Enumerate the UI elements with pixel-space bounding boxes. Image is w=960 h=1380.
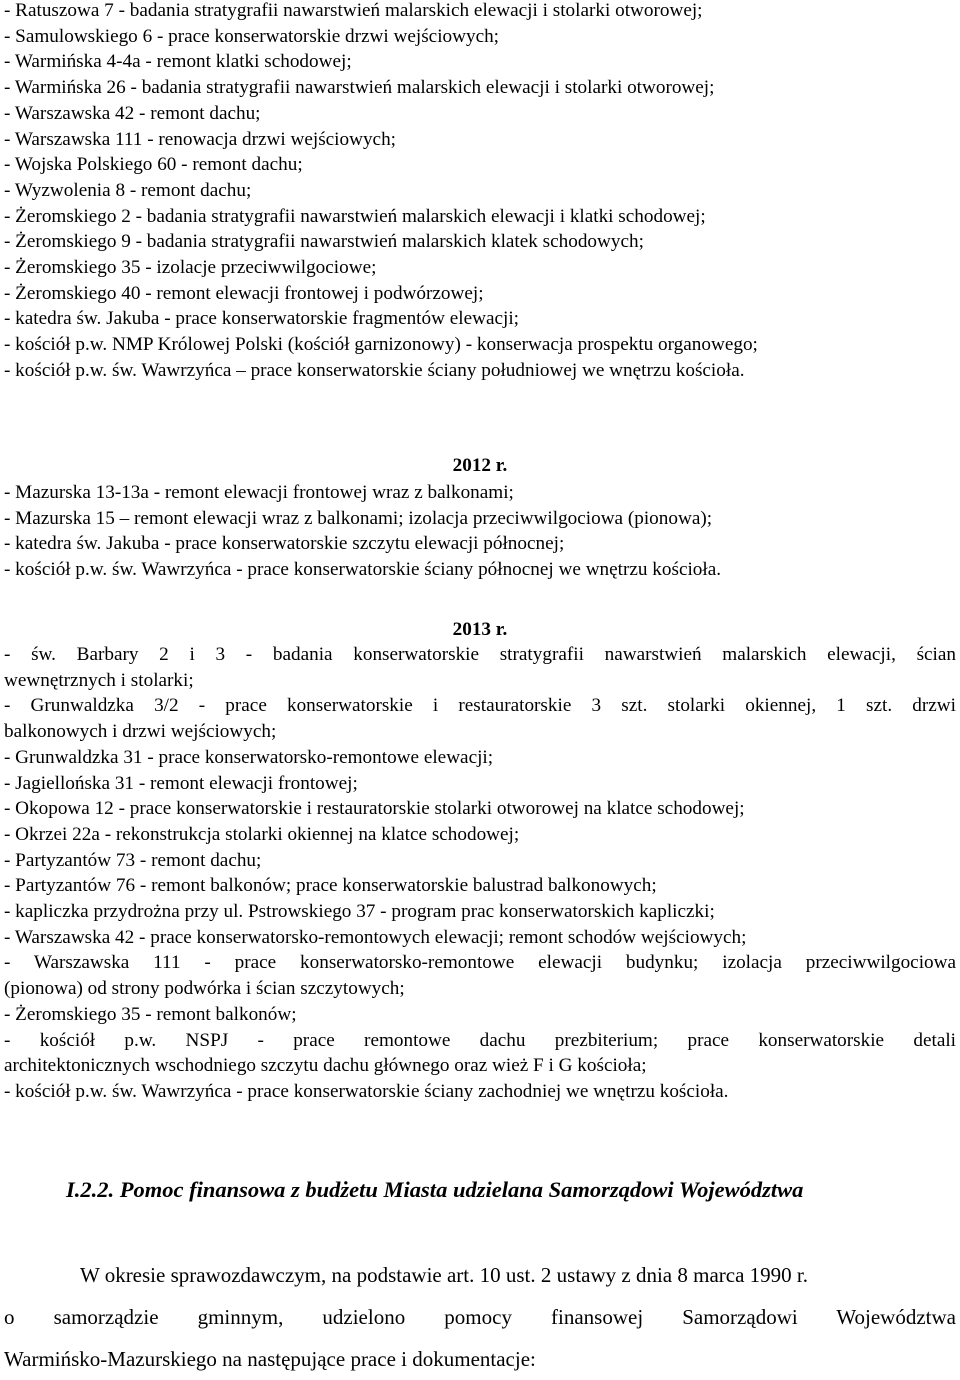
list-item: - kościół p.w. NSPJ - prace remontowe dachu prezbiterium; prace konserwatorskie detali (4, 1029, 956, 1051)
list-item: - Warszawska 42 - remont dachu; (4, 102, 261, 124)
list-2012 (4, 480, 956, 583)
paragraph-line: W okresie sprawozdawczym, na podstawie art. 10 ust. 2 ustawy z dnia 8 marca 1990 r. (80, 1263, 808, 1287)
list-item-continuation: architektonicznych wschodniego szczytu dachu głównego oraz wież F i G kościoła; (4, 1055, 647, 1077)
list-item: - katedra św. Jakuba - prace konserwatorskie fragmentów elewacji; (4, 308, 519, 330)
list-item: - kościół p.w. św. Wawrzyńca - prace konserwatorskie ściany zachodniej we wnętrzu kościoła. (4, 1080, 729, 1102)
list-item: - Partyzantów 76 - remont balkonów; prace konserwatorskie balustrad balkonowych; (4, 875, 657, 897)
list-item: - Żeromskiego 35 - remont balkonów; (4, 1003, 297, 1025)
list-item: - Żeromskiego 2 - badania stratygrafii nawarstwień malarskich elewacji i klatki schodowej; (4, 205, 706, 227)
year-heading-2013: 2013 r. (452, 619, 508, 640)
list-item: - Warszawska 111 - prace konserwatorsko-remontowe elewacji budynku; izolacja przeciwwilgociowa (4, 952, 956, 974)
list-item: - Warszawska 42 - prace konserwatorsko-remontowych elewacji; remont schodów wejściowych; (4, 926, 747, 948)
list-item: - kapliczka przydrożna przy ul. Pstrowskiego 37 - program prac konserwatorskich kapliczki; (4, 901, 715, 923)
section-heading: I.2.2. Pomoc finansowa z budżetu Miasta udzielana Samorządowi Województwa (66, 1177, 804, 1202)
list-item: - Samulowskiego 6 - prace konserwatorskie drzwi wejściowych; (4, 25, 500, 47)
list-item: - Mazurska 13-13a - remont elewacji frontowej wraz z balkonami; (4, 482, 514, 503)
list-item: - Mazurska 15 – remont elewacji wraz z balkonami; izolacja przeciwwilgociowa (pionowa); (4, 507, 713, 529)
list-top (4, 0, 956, 384)
year-heading-2012: 2012 r. (452, 455, 508, 476)
list-item: - Partyzantów 73 - remont dachu; (4, 849, 262, 871)
list-item: - Wyzwolenia 8 - remont dachu; (4, 179, 252, 201)
section-paragraph (4, 1254, 956, 1380)
list-item: - Wojska Polskiego 60 - remont dachu; (4, 154, 303, 176)
list-item: - Grunwaldzka 3/2 - prace konserwatorskie i restauratorskie 3 szt. stolarki okiennej, 1 szt. drzwi (4, 695, 956, 717)
list-item: - kościół p.w. NMP Królowej Polski (kościół garnizonowy) - konserwacja prospektu organowego; (4, 334, 758, 356)
paragraph-line: Warmińsko-Mazurskiego na następujące prace i dokumentacje: (4, 1347, 536, 1371)
list-item: - Okopowa 12 - prace konserwatorskie i restauratorskie stolarki otworowej na klatce schodowej; (4, 798, 745, 820)
list-item-continuation: wewnętrznych i stolarki; (4, 669, 194, 691)
list-item: - Żeromskiego 35 - izolacje przeciwwilgociowe; (4, 257, 377, 279)
list-item: - Okrzei 22a - rekonstrukcja stolarki okiennej na klatce schodowej; (4, 823, 520, 845)
list-item: - Grunwaldzka 31 - prace konserwatorsko-remontowe elewacji; (4, 746, 494, 768)
list-item: - katedra św. Jakuba - prace konserwatorskie szczytu elewacji północnej; (4, 533, 565, 555)
list-item: - św. Barbary 2 i 3 - badania konserwatorskie stratygrafii nawarstwień malarskich elewacji, ścian (4, 644, 956, 665)
list-item: - Żeromskiego 9 - badania stratygrafii nawarstwień malarskich klatek schodowych; (4, 231, 644, 253)
paragraph-line: o samorządzie gminnym, udzielono pomocy finansowej Samorządowi Województwa (4, 1305, 956, 1329)
list-item: - Warmińska 4-4a - remont klatki schodowej; (4, 51, 352, 73)
list-item: - Warszawska 111 - renowacja drzwi wejściowych; (4, 128, 397, 150)
list-item: - kościół p.w. św. Wawrzyńca – prace konserwatorskie ściany południowej we wnętrzu kościoła. (4, 359, 745, 381)
list-item: - Warmińska 26 - badania stratygrafii nawarstwień malarskich elewacji i stolarki otworowej; (4, 77, 715, 99)
list-item: - Żeromskiego 40 - remont elewacji frontowej i podwórzowej; (4, 282, 484, 304)
list-item: - Ratuszowa 7 - badania stratygrafii nawarstwień malarskich elewacji i stolarki otworowej; (4, 0, 703, 21)
list-item-continuation: (pionowa) od strony podwórka i ścian szczytowych; (4, 978, 405, 1000)
list-item: - Jagiellońska 31 - remont elewacji frontowej; (4, 772, 358, 794)
list-2013 (4, 642, 956, 1105)
list-item-continuation: balkonowych i drzwi wejściowych; (4, 721, 277, 743)
list-item: - kościół p.w. św. Wawrzyńca - prace konserwatorskie ściany północnej we wnętrzu kościoła. (4, 559, 722, 581)
